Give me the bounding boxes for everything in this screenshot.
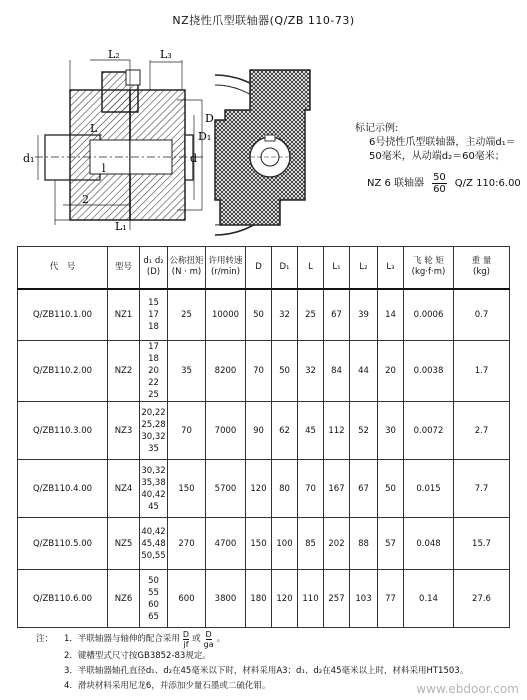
table-row	[18, 460, 510, 518]
label-l: l	[102, 162, 106, 175]
note-3: 3．半联轴器轴孔直径d₁、d₂在45毫米以下时，材料采用A3；d₁、d₂在45毫米以上时，材料采用HT1503。	[64, 666, 469, 676]
header-L3: L₃	[378, 247, 404, 289]
cell-code: Q/ZB110.2.00	[18, 341, 108, 402]
cell-L1: 67	[324, 289, 350, 341]
cell-L3: 57	[378, 518, 404, 570]
bore-size: 17	[148, 342, 159, 352]
note-1: 注： 1．半联轴器与轴伸的配合采用 D jf 或 D ga 。	[36, 630, 226, 649]
label-L1: L₁	[115, 220, 127, 233]
bore-size: 17	[148, 309, 159, 320]
bore-size: 25	[148, 390, 159, 400]
cell-speed: 5700	[206, 460, 246, 518]
cell-speed: 3800	[206, 570, 246, 628]
cell-torque: 150	[168, 460, 206, 518]
cell-inertia: 0.015	[404, 460, 454, 518]
label-L: L	[90, 122, 98, 135]
cell-torque: 70	[168, 402, 206, 460]
cell-weight: 2.7	[454, 402, 510, 460]
cell-L2: 88	[350, 518, 378, 570]
cell-code: Q/ZB110.1.00	[18, 289, 108, 341]
cell-L2: 39	[350, 289, 378, 341]
fraction-numerator: 50	[433, 172, 446, 183]
marking-code-suffix: Q/Z 110:6.00	[454, 177, 521, 189]
cell-code: Q/ZB110.4.00	[18, 460, 108, 518]
cell-model: NZ1	[108, 289, 140, 341]
cell-D: 150	[246, 518, 272, 570]
header-speed: 许用转速 (r/min)	[206, 247, 246, 289]
page-title: NZ挠性爪型联轴器(Q/ZB 110-73)	[172, 14, 355, 27]
cell-inertia: 0.14	[404, 570, 454, 628]
header-L2: L₂	[350, 247, 378, 289]
cell-weight: 0.7	[454, 289, 510, 341]
cell-model: NZ6	[108, 570, 140, 628]
cell-dia	[140, 460, 168, 518]
bore-size: 45	[148, 501, 159, 512]
cell-L2: 44	[350, 341, 378, 402]
cell-D: 70	[246, 341, 272, 402]
cell-weight: 1.7	[454, 341, 510, 402]
cell-code: Q/ZB110.3.00	[18, 402, 108, 460]
label-d: d	[190, 152, 198, 165]
cell-L: 110	[298, 570, 324, 628]
bore-size: 25,28	[141, 419, 166, 430]
marking-description: 6号挠性爪型联轴器，主动端d₁＝50毫米，从动端d₂＝60毫米；	[369, 137, 516, 162]
cell-D: 90	[246, 402, 272, 460]
label-D1: D₁	[198, 130, 212, 143]
bore-size: 20,22	[141, 407, 166, 418]
cell-torque: 270	[168, 518, 206, 570]
marking-fraction	[432, 172, 447, 195]
cell-D1: 62	[272, 402, 298, 460]
cell-model: NZ5	[108, 518, 140, 570]
bore-size: 40,42	[141, 526, 166, 537]
header-D1: D₁	[272, 247, 298, 289]
bore-size: 15	[148, 297, 159, 308]
label-L2: L₂	[108, 48, 120, 61]
note-4: 4．滑块材料采用尼龙6，并添加少量石墨或二硫化钼。	[64, 681, 271, 691]
header-inertia: 飞 轮 矩 (kg·f·m)	[404, 247, 454, 289]
bore-size: 18	[148, 354, 159, 364]
header-torque: 公称扭矩 (N · m)	[168, 247, 206, 289]
cell-inertia: 0.048	[404, 518, 454, 570]
header-model: 型号	[108, 247, 140, 289]
cell-L3: 14	[378, 289, 404, 341]
bore-size: 20	[148, 366, 159, 376]
cell-L1: 202	[324, 518, 350, 570]
cell-D1: 80	[272, 460, 298, 518]
cell-model: NZ2	[108, 341, 140, 402]
header-D: D	[246, 247, 272, 289]
cell-speed: 10000	[206, 289, 246, 341]
table-row	[18, 341, 510, 402]
cell-dia	[140, 402, 168, 460]
bore-size: 50,55	[141, 550, 166, 561]
bore-size: 65	[148, 611, 159, 622]
cell-weight: 7.7	[454, 460, 510, 518]
cell-speed: 7000	[206, 402, 246, 460]
cell-L1: 167	[324, 460, 350, 518]
bore-size: 35	[148, 443, 159, 454]
cell-D1: 100	[272, 518, 298, 570]
marking-example	[355, 122, 525, 195]
cell-model: NZ3	[108, 402, 140, 460]
side-view	[35, 60, 205, 230]
marking-code	[367, 172, 525, 195]
cell-L: 70	[298, 460, 324, 518]
cell-L: 85	[298, 518, 324, 570]
cell-code: Q/ZB110.5.00	[18, 518, 108, 570]
bore-size: 18	[148, 321, 159, 332]
cell-D1: 32	[272, 289, 298, 341]
table-row	[18, 570, 510, 628]
cell-L2: 67	[350, 460, 378, 518]
marking-heading: 标记示例:	[355, 123, 399, 134]
cell-torque: 600	[168, 570, 206, 628]
cell-inertia: 0.0006	[404, 289, 454, 341]
cell-L2: 103	[350, 570, 378, 628]
cell-L3: 30	[378, 402, 404, 460]
notes-label: 注：	[36, 634, 54, 644]
cell-L: 45	[298, 402, 324, 460]
cell-speed: 8200	[206, 341, 246, 402]
cell-dia	[140, 289, 168, 341]
bore-size: 50	[148, 575, 159, 586]
label-d1: d₁	[23, 152, 35, 165]
cell-inertia: 0.0038	[404, 341, 454, 402]
cell-code: Q/ZB110.6.00	[18, 570, 108, 628]
bore-size: 55	[148, 587, 159, 598]
cell-inertia: 0.0072	[404, 402, 454, 460]
cell-model: NZ4	[108, 460, 140, 518]
cell-L3: 77	[378, 570, 404, 628]
label-L3: L₃	[160, 48, 172, 61]
cell-L1: 257	[324, 570, 350, 628]
watermark: www.ebdoor.com	[416, 682, 519, 696]
cell-L1: 84	[324, 341, 350, 402]
cell-weight: 15.7	[454, 518, 510, 570]
cell-dia	[140, 570, 168, 628]
header-code: 代 号	[18, 247, 108, 289]
bore-size: 40,42	[141, 489, 166, 500]
fraction-denominator: 60	[433, 184, 446, 195]
end-view	[215, 70, 310, 235]
note-2: 2．键槽型式尺寸按GB3852-83规定。	[64, 651, 211, 661]
label-D: D	[205, 112, 214, 125]
table-header-row	[18, 247, 510, 289]
coupling-drawing	[23, 40, 330, 240]
bore-size: 45,48	[141, 538, 166, 549]
header-weight: 重 量 (kg)	[454, 247, 510, 289]
cell-dia	[140, 341, 168, 402]
cell-D1: 120	[272, 570, 298, 628]
table-row	[18, 289, 510, 341]
cell-L: 32	[298, 341, 324, 402]
cell-torque: 25	[168, 289, 206, 341]
cell-dia	[140, 518, 168, 570]
spec-table	[17, 246, 510, 628]
header-L1: L₁	[324, 247, 350, 289]
cell-D: 120	[246, 460, 272, 518]
cell-L3: 50	[378, 460, 404, 518]
cell-D: 180	[246, 570, 272, 628]
cell-speed: 4700	[206, 518, 246, 570]
bore-size: 30,32	[141, 465, 166, 476]
cell-L2: 52	[350, 402, 378, 460]
bore-size: 60	[148, 599, 159, 610]
bore-size: 35,38	[141, 477, 166, 488]
table-row	[18, 402, 510, 460]
table-row	[18, 518, 510, 570]
cell-weight: 27.6	[454, 570, 510, 628]
cell-L3: 20	[378, 341, 404, 402]
bore-size: 22	[148, 378, 159, 388]
cell-L: 25	[298, 289, 324, 341]
bore-size: 30,32	[141, 431, 166, 442]
marking-code-prefix: NZ 6 联轴器	[367, 177, 425, 189]
cell-torque: 35	[168, 341, 206, 402]
header-L: L	[298, 247, 324, 289]
cell-L1: 112	[324, 402, 350, 460]
cell-D: 50	[246, 289, 272, 341]
cell-D1: 50	[272, 341, 298, 402]
label-gap: 2	[82, 193, 89, 206]
header-diameter: d₁ d₂ (D)	[140, 247, 168, 289]
